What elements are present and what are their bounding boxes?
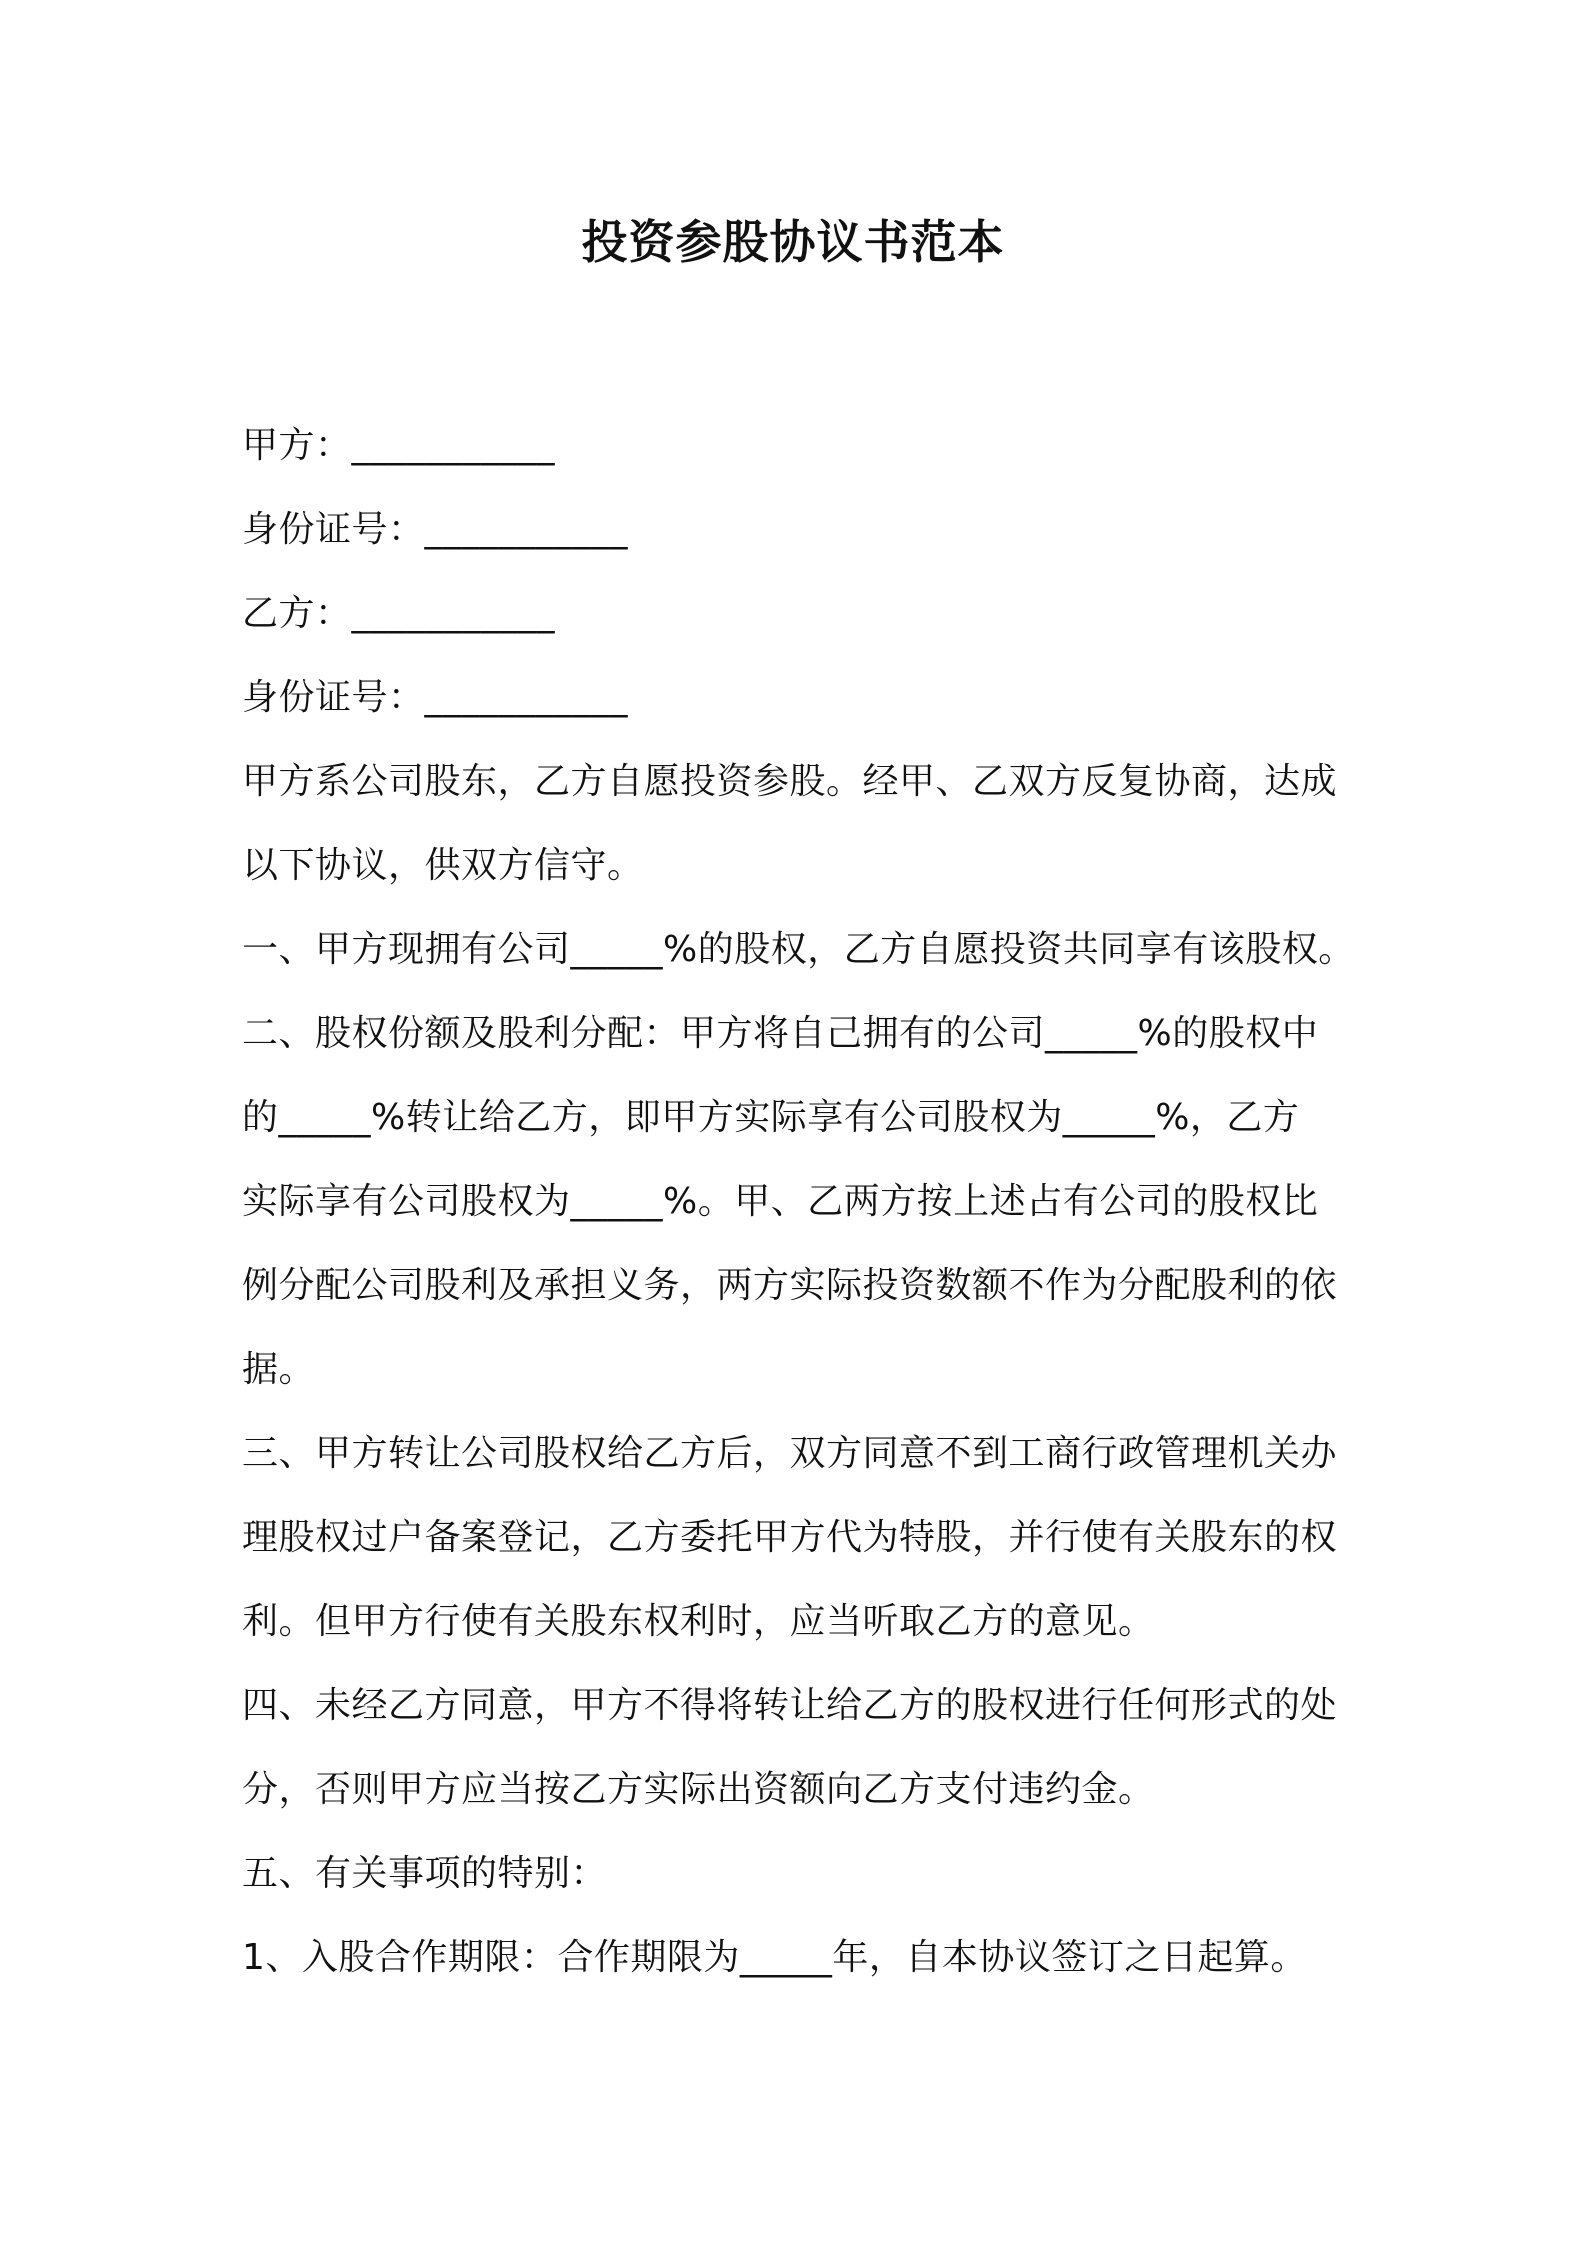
document-body: [242, 404, 1362, 2000]
party-b-id-line: 身份证号：___________: [242, 677, 629, 718]
clause-4-line-1: 四、未经乙方同意，甲方不得将转让给乙方的股权进行任何形式的处: [242, 1685, 1338, 1726]
clause-2-line-4: 例分配公司股利及承担义务，两方实际投资数额不作为分配股利的依: [242, 1265, 1338, 1306]
clause-1-line-1: 一、甲方现拥有公司_____%的股权，乙方自愿投资共同享有该股权。: [242, 929, 1355, 970]
clause-2-line-3: 实际享有公司股权为_____%。甲、乙两方按上述占有公司的股权比: [242, 1181, 1319, 1222]
clause-3-line-2: 理股权过户备案登记，乙方委托甲方代为特股，并行使有关股东的权: [242, 1517, 1338, 1558]
preamble-line-1: 甲方系公司股东，乙方自愿投资参股。经甲、乙双方反复协商，达成: [242, 761, 1338, 802]
document-title: 投资参股协议书范本: [581, 215, 1005, 269]
clause-2-line-2: 的_____%转让给乙方，即甲方实际享有公司股权为_____%，乙方: [242, 1097, 1300, 1138]
party-b-line: 乙方：___________: [242, 593, 556, 634]
clause-5-item-1: 1、入股合作期限：合作期限为_____年，自本协议签订之日起算。: [242, 1937, 1307, 1978]
party-a-id-line: 身份证号：___________: [242, 509, 629, 550]
party-a-line: 甲方：___________: [242, 425, 556, 466]
clause-2-line-1: 二、股权份额及股利分配：甲方将自己拥有的公司_____%的股权中: [242, 1013, 1319, 1054]
clause-5-heading: 五、有关事项的特别：: [242, 1853, 608, 1894]
clause-4-line-2: 分，否则甲方应当按乙方实际出资额向乙方支付违约金。: [242, 1769, 1155, 1810]
clause-2-line-5: 据。: [242, 1349, 316, 1390]
preamble-line-2: 以下协议，供双方信守。: [242, 845, 644, 886]
clause-3-line-3: 利。但甲方行使有关股东权利时，应当听取乙方的意见。: [242, 1601, 1155, 1642]
clause-3-line-1: 三、甲方转让公司股权给乙方后，双方同意不到工商行政管理机关办: [242, 1433, 1338, 1474]
